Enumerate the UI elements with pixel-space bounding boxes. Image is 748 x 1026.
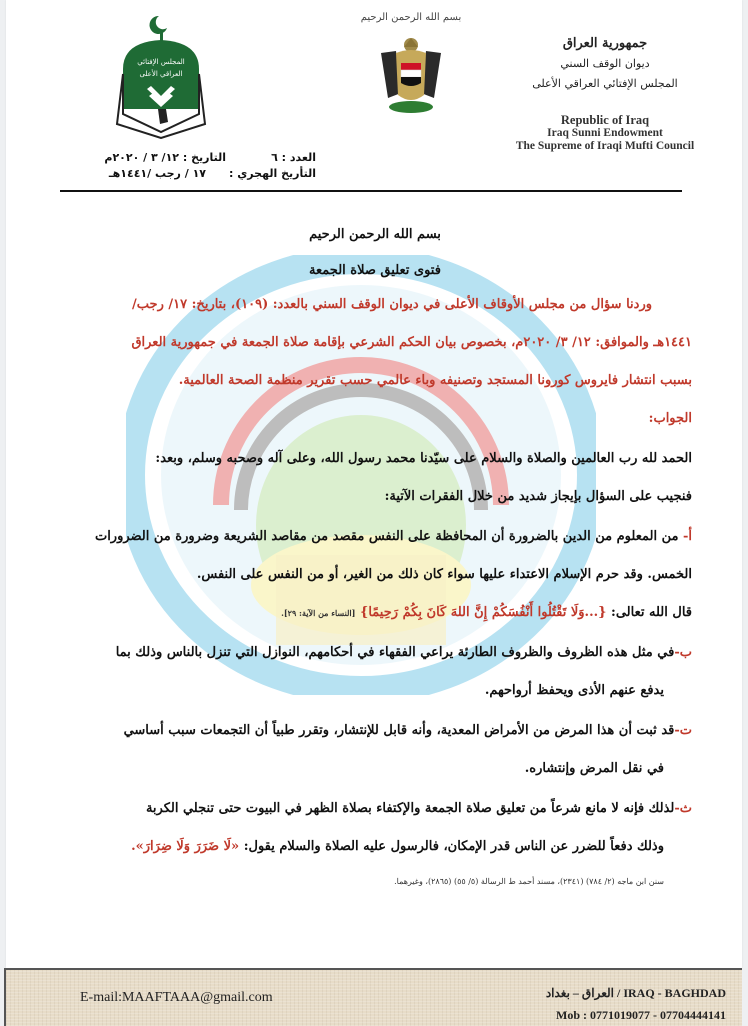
point-label: ب- (674, 645, 692, 660)
verse-intro: قال الله تعالى: (606, 605, 692, 620)
verse-reference: [النساء من الآية: ٢٩]. (281, 608, 356, 618)
mobile-line (546, 1004, 726, 1026)
point-text: وذلك دفعاً للضرر عن الناس قدر الإمكان، فالرسول عليه الصلاة والسلام يقول: (239, 839, 664, 854)
hijri-value: ١٧ / رجب /١٤٤١هـ (108, 167, 206, 180)
contact-address (546, 982, 726, 1026)
point-text: لذلك فإنه لا مانع شرعاً من تعليق صلاة الجمعة والإكتفاء بصلاة الظهر في البيوت حتى تنجلي الكربة (145, 801, 675, 816)
header-institution (490, 34, 720, 153)
address-text: العراق – بغداد / IRAQ - BAGHDAD (545, 986, 726, 1000)
contact-email: E-mail:MAAFTAAA@gmail.com (80, 990, 273, 1005)
date-label: التاريخ : (182, 151, 226, 164)
header-ar-line: المجلس الإفتائي العراقي الأعلى (532, 77, 678, 90)
header-center (336, 12, 486, 122)
header-ar-line: ديوان الوقف السني (560, 57, 650, 70)
praise-text: الحمد لله رب العالمين والصلاة والسلام على سيّدنا محمد رسول الله، وعلى آله وصحبه وسلم، وبعد: (155, 451, 692, 466)
mobile-numbers: 0771019077 - 07704444141 (590, 1008, 726, 1022)
header-en-line: The Supreme of Iraqi Mufti Council (515, 140, 695, 152)
watermark-emblem-icon (126, 255, 596, 695)
point-text: من المعلوم من الدين بالضرورة أن المحافظة على النفس مقصد من مقاصد الشريعة وضرورة من الضرورات (94, 529, 679, 544)
point-text: في مثل هذه الظروف والظروف الطارئة يراعي الفقهاء في أحكامهم، النوازل التي تنزل بالناس وذلك بما (115, 645, 675, 660)
header-en-line: Iraq Sunni Endowment (547, 127, 663, 139)
verse-line (58, 605, 692, 620)
hadith-text: «لَا ضَرَرَ وَلَا ضِرَارَ». (131, 839, 240, 854)
point-t (58, 723, 692, 738)
document-page (6, 0, 742, 968)
logo-text: المجلس الإفتائي (137, 58, 185, 66)
quran-verse: {...وَلَا تَقْتُلُوا أَنْفُسَكُمْ إِنَّ اللهَ كَانَ بِكُمْ رَحِيمًا} (359, 605, 607, 620)
question-line: بسبب انتشار فايروس كورونا المستجد وتصنيفه وباء عالمي حسب تقرير منظمة الصحة العالمية. (178, 373, 692, 388)
header-en-line: Republic of Iraq (560, 113, 650, 127)
header-ar-line: جمهورية العراق (562, 36, 648, 51)
point-a-cont: الخمس. وقد حرم الإسلام الاعتداء عليها سواء كان ذلك من الغير، أو من النفس على النفس. (196, 567, 692, 582)
date-value: ١٢/ ٣ / ٢٠٢٠م (104, 151, 180, 164)
point-b-cont: يدفع عنهم الأذى ويحفظ أرواحهم. (484, 683, 664, 698)
mufti-council-logo-icon (111, 14, 211, 139)
point-label: ت- (674, 723, 692, 738)
answer-label: الجواب: (648, 411, 692, 426)
point-a (58, 529, 692, 544)
logo-text: العراقي الأعلى (139, 70, 183, 78)
point-t-cont: في نقل المرض وإنتشاره. (524, 761, 664, 776)
number-label: العدد : (281, 151, 316, 164)
basmala: بسم الله الرحمن الرحيم (309, 227, 441, 242)
iraq-eagle-emblem-icon (376, 33, 446, 118)
document-meta (66, 150, 316, 182)
question-line: ١٤٤١هـ والموافق: ١٢/ ٣/ ٢٠٢٠م، بخصوص بيان الحكم الشرعي بإقامة صلاة الجمعة في جمهورية العراق (131, 335, 692, 350)
mobile-label: Mob : (556, 1008, 587, 1022)
hijri-label: التأريخ الهجري : (229, 167, 316, 180)
point-th (58, 801, 692, 816)
intro-text: فنجيب على السؤال بإيجاز شديد من خلال الفقرات الآتية: (384, 489, 692, 504)
point-b (58, 645, 692, 660)
letterhead-footer (4, 968, 742, 1026)
point-label: أ- (682, 529, 692, 544)
fatwa-title: فتوى تعليق صلاة الجمعة (309, 263, 441, 278)
question-line: وردنا سؤال من مجلس الأوقاف الأعلى في ديوان الوقف السني بالعدد: (١٠٩)، بتاريخ: ١٧/ رجب/ (132, 297, 652, 312)
point-label: ث- (674, 801, 692, 816)
header-separator (60, 190, 682, 192)
point-text: قد ثبت أن هذا المرض من الأمراض المعدية، وأنه قابل للإنتشار، وتقرر طبياً أن التجمعات سبب أساسي (123, 723, 675, 738)
header-basmala: بسم الله الرحمن الرحيم (360, 12, 462, 23)
number-value: ٦ (271, 151, 278, 164)
point-th-cont (58, 839, 664, 854)
footnote: سنن ابن ماجه (٢/ ٧٨٤) (٢٣٤١)، مسند أحمد ط الرسالة (٥/ ٥٥) (٢٨٦٥)، وغيرهما. (394, 877, 664, 886)
